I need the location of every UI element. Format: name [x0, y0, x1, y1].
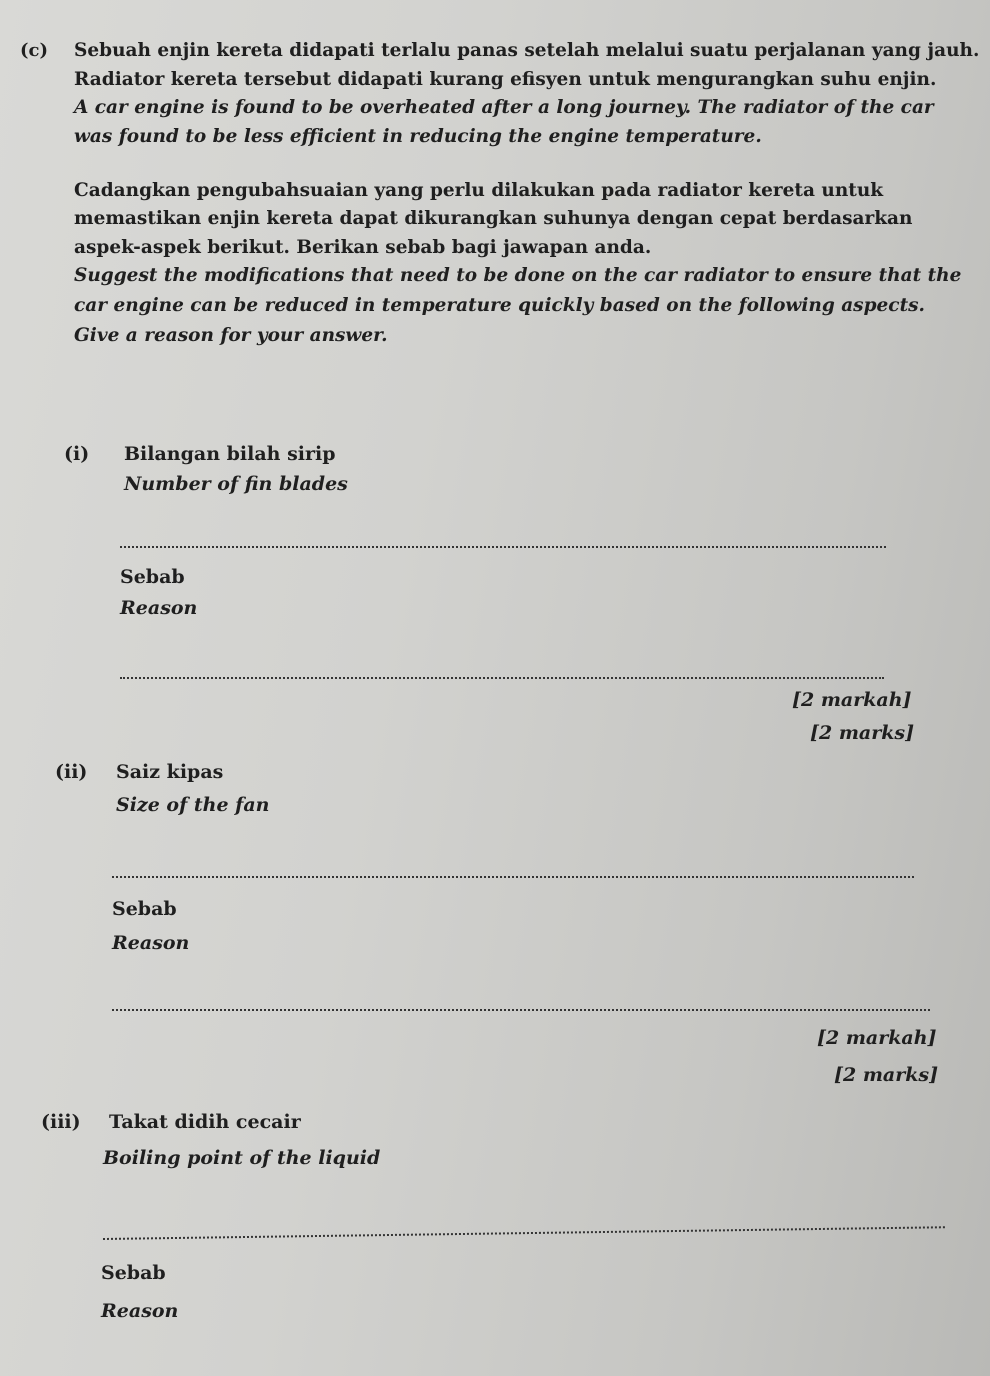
- instruction-malay-line-3: aspek-aspek berikut. Berikan sebab bagi jawapan anda.: [74, 237, 652, 258]
- part-ii-reason-line[interactable]: [112, 1009, 930, 1011]
- intro-malay-line-2: Radiator kereta tersebut didapati kurang efisyen untuk mengurangkan suhu enjin.: [74, 69, 937, 90]
- part-iii-answer-line[interactable]: [103, 1226, 945, 1240]
- part-i-marks-malay: [2 markah]: [792, 689, 912, 711]
- part-i-answer-line[interactable]: [120, 546, 886, 548]
- part-iii-reason-malay: Sebab: [101, 1262, 166, 1284]
- instruction-malay-line-1: Cadangkan pengubahsuaian yang perlu dilakukan pada radiator kereta untuk: [74, 180, 884, 201]
- part-i-reason-line[interactable]: [120, 677, 884, 679]
- intro-malay-line-1: Sebuah enjin kereta didapati terlalu panas setelah melalui suatu perjalanan yang jauh.: [74, 40, 980, 61]
- instruction-english-line-2: car engine can be reduced in temperature quickly based on the following aspects.: [74, 295, 925, 316]
- part-i-reason-english: Reason: [120, 597, 198, 619]
- part-i-number: (i): [64, 443, 90, 465]
- part-iii-title-english: Boiling point of the liquid: [103, 1147, 381, 1169]
- part-i-title-english: Number of fin blades: [124, 473, 348, 495]
- part-iii-title-malay: Takat didih cecair: [109, 1111, 301, 1133]
- intro-english-line-2: was found to be less efficient in reducing the engine temperature.: [74, 126, 762, 147]
- part-ii-answer-line[interactable]: [112, 876, 914, 878]
- part-iii-reason-english: Reason: [101, 1300, 179, 1322]
- part-ii-reason-english: Reason: [112, 932, 190, 954]
- part-ii-reason-malay: Sebab: [112, 898, 177, 920]
- instruction-english-line-3: Give a reason for your answer.: [74, 325, 388, 346]
- part-i-marks-english: [2 marks]: [810, 722, 915, 744]
- part-ii-title-english: Size of the fan: [116, 794, 270, 816]
- part-ii-number: (ii): [55, 761, 88, 783]
- part-iii-number: (iii): [41, 1111, 81, 1133]
- intro-english-line-1: A car engine is found to be overheated after a long journey. The radiator of the car: [74, 97, 934, 118]
- part-i-title-malay: Bilangan bilah sirip: [124, 443, 336, 465]
- part-ii-marks-english: [2 marks]: [834, 1064, 939, 1086]
- part-ii-title-malay: Saiz kipas: [116, 761, 224, 783]
- instruction-english-line-1: Suggest the modifications that need to be done on the car radiator to ensure that the: [74, 265, 962, 286]
- question-label: (c): [20, 40, 48, 61]
- instruction-malay-line-2: memastikan enjin kereta dapat dikurangkan suhunya dengan cepat berdasarkan: [74, 208, 913, 229]
- part-i-reason-malay: Sebab: [120, 566, 185, 588]
- part-ii-marks-malay: [2 markah]: [817, 1027, 937, 1049]
